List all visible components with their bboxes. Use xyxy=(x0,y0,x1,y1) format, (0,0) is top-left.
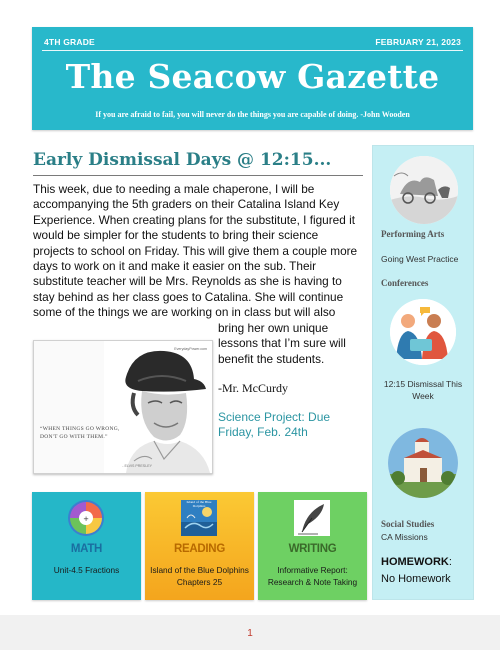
headline-divider xyxy=(33,175,363,176)
article-signature: -Mr. McCurdy xyxy=(218,381,288,395)
reading-box xyxy=(145,492,254,600)
masthead-top-bar xyxy=(32,27,473,51)
issue-date: FEBRUARY 21, 2023 xyxy=(375,37,461,47)
conferences-text: 12:15 Dismissal This Week xyxy=(383,379,463,401)
page-number: 1 xyxy=(247,628,253,639)
photo-site-credit: EverydayPower.com xyxy=(174,347,207,351)
math-box xyxy=(32,492,141,600)
conferences-heading: Conferences xyxy=(381,278,429,288)
grade-label: 4TH GRADE xyxy=(44,37,95,47)
science-project-notice: Science Project: Due Friday, Feb. 24th xyxy=(218,410,331,439)
elvis-portrait-icon xyxy=(34,341,212,473)
newsletter-title: The Seacow Gazette xyxy=(65,57,440,96)
mission-church-icon xyxy=(388,428,458,498)
elvis-quote-image xyxy=(33,340,213,474)
reading-book-title: Island of the Blue Dolphins xyxy=(186,500,212,508)
social-studies-text: CA Missions xyxy=(381,532,428,542)
masthead-quote: If you are afraid to fail, you will never do the things you are capable of doing. -John Wooden xyxy=(95,110,410,119)
writing-box xyxy=(258,492,367,600)
math-label: MATH xyxy=(70,543,103,555)
performing-arts-heading: Performing Arts xyxy=(381,229,445,239)
homework-text: No Homework xyxy=(381,573,451,585)
masthead xyxy=(32,27,473,130)
homework-heading: HOMEWORK: xyxy=(381,556,452,568)
masthead-divider xyxy=(42,50,463,51)
reading-text: Island of the Blue Dolphins Chapters 25 xyxy=(150,565,249,587)
reading-label: READING xyxy=(174,543,225,555)
photo-attribution: - ELVIS PRESLEY xyxy=(122,464,152,468)
social-studies-heading: Social Studies xyxy=(381,519,435,529)
article-body-continued: bring her own unique lessons that I’m sure will benefit the students. xyxy=(218,321,346,366)
writing-label: WRITING xyxy=(288,543,337,555)
wagon-train-icon xyxy=(390,156,458,224)
performing-arts-text: Going West Practice xyxy=(381,254,459,264)
conference-people-icon xyxy=(390,299,456,365)
math-text: Unit-4.5 Fractions xyxy=(53,565,120,575)
article-headline: Early Dismissal Days @ 12:15... xyxy=(33,150,332,170)
sidebar xyxy=(372,145,474,600)
svg-text:+: + xyxy=(83,515,89,523)
photo-quote-text: “WHEN THINGS GO WRONG, DON'T GO WITH THEM.” xyxy=(40,426,120,440)
writing-quill-icon xyxy=(292,498,332,538)
math-gear-icon xyxy=(66,498,106,538)
article-body: This week, due to needing a male chaperone, I will be accompanying the 5th graders on their Catalina Island Key Experience. When creating plans for the substitute, I figured it would be simpler for the students to bring their science projects to school on Friday. This will give them a couple more days to work on it and make it easier on the sub. Their substitute teacher will be Mrs. Reynolds as she is having to stay behind as her class goes to Catalina. She will continue some of the things we are working on in class but will also xyxy=(33,182,358,320)
writing-text: Informative Report: Research & Note Taking xyxy=(267,565,358,587)
